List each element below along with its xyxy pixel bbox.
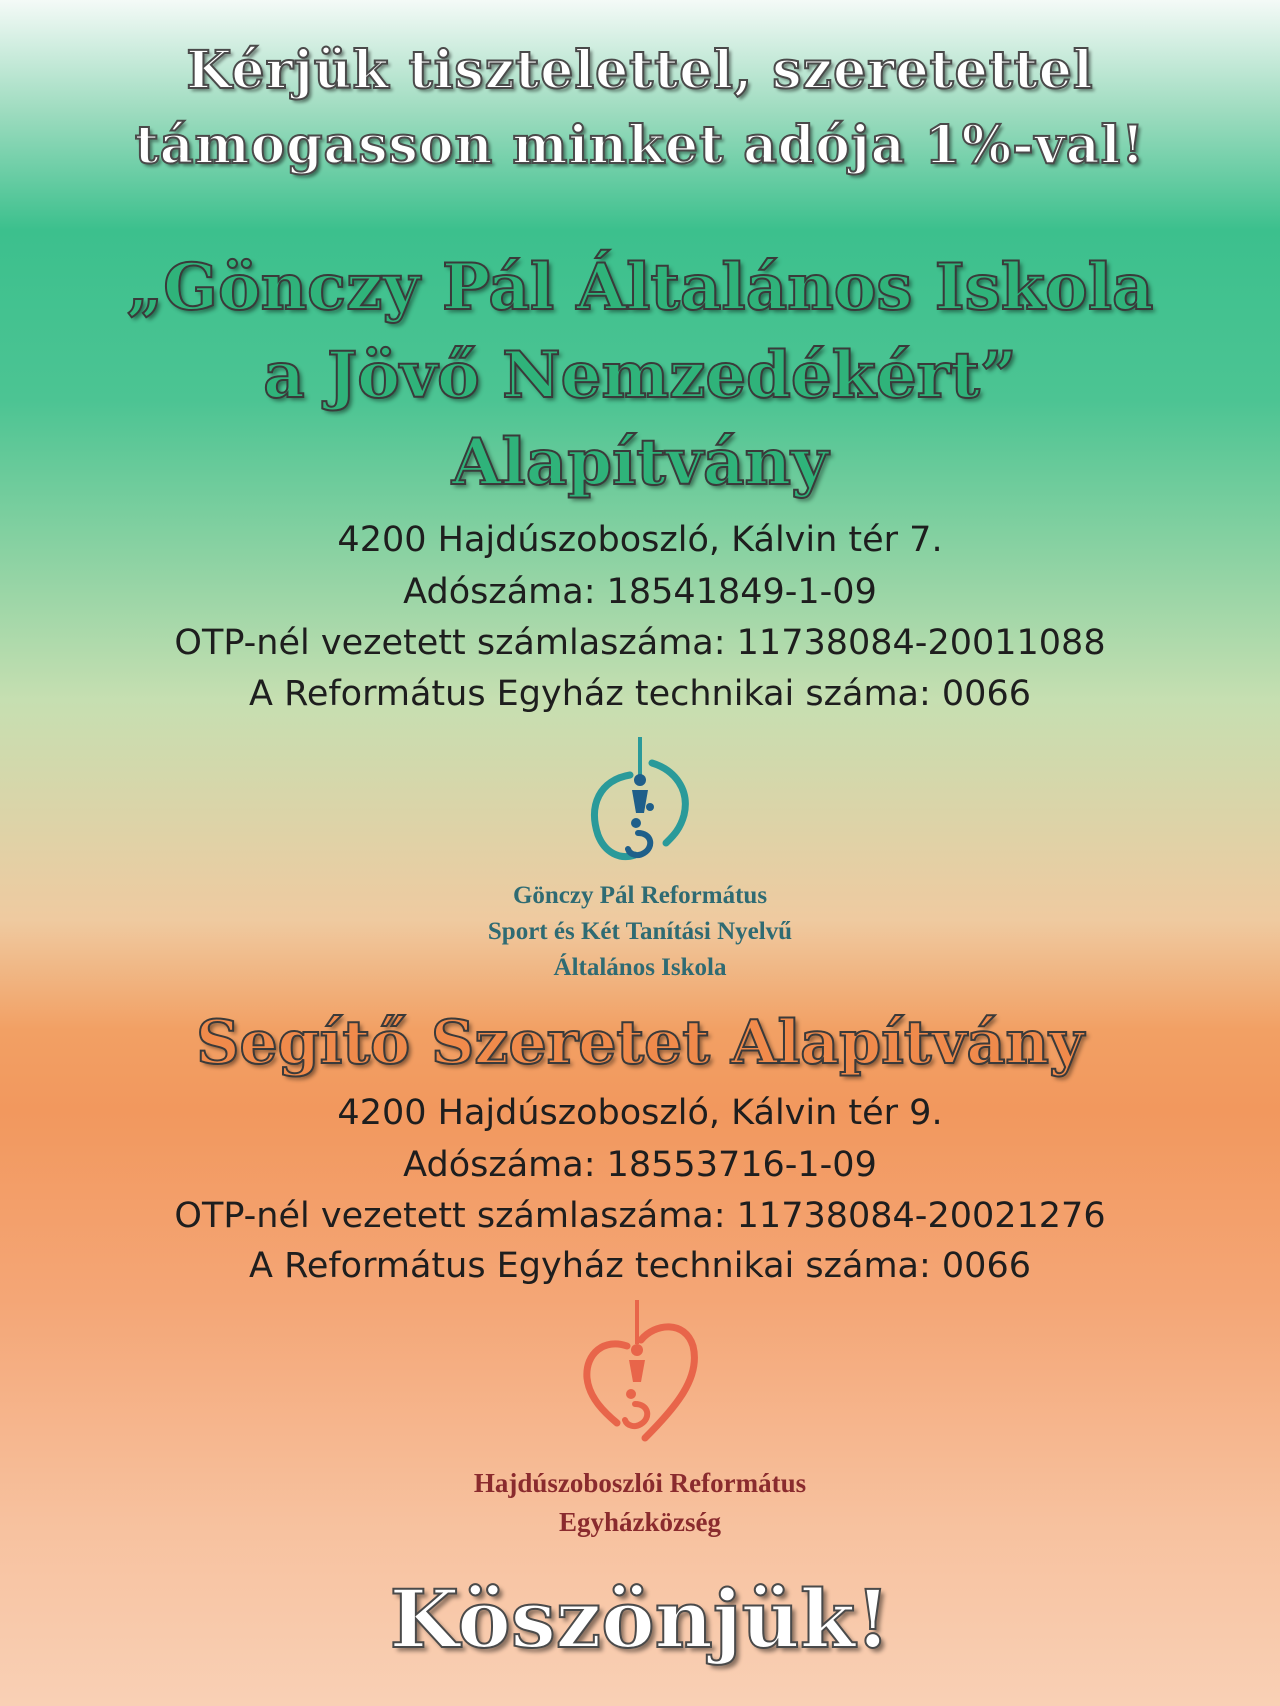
foundation1-title-line-1: „Gönczy Pál Általános Iskola bbox=[126, 250, 1154, 325]
foundation1-account: OTP-nél vezetett számlaszáma: 11738084-20011088 bbox=[174, 623, 1106, 663]
foundation1-title-line-2: a Jövő Nemzedékért” bbox=[263, 338, 1017, 413]
school-logo-line-1: Gönczy Pál Református bbox=[512, 882, 768, 909]
foundation2-account: OTP-nél vezetett számlaszáma: 11738084-20021276 bbox=[174, 1196, 1106, 1236]
church-logo-line-1: Hajdúszoboszlói Református bbox=[473, 1468, 807, 1498]
foundation1-title-line-3: Alapítvány bbox=[451, 425, 829, 500]
church-heart-emblem-icon bbox=[575, 1298, 705, 1463]
foundation1-address: 4200 Hajdúszoboszló, Kálvin tér 7. bbox=[337, 520, 943, 560]
foundation2-tax-number: Adószáma: 18553716-1-09 bbox=[403, 1145, 877, 1185]
church-logo-line-2: Egyházközség bbox=[559, 1507, 721, 1537]
foundation2-title: Segítő Szeretet Alapítvány bbox=[196, 1008, 1084, 1078]
appeal-line-2: támogasson minket adója 1%-val! bbox=[134, 115, 1146, 176]
school-logo-line-2: Sport és Két Tanítási Nyelvű bbox=[487, 918, 793, 945]
school-logo-line-3: Általános Iskola bbox=[553, 954, 727, 981]
appeal-line-1: Kérjük tisztelettel, szeretettel bbox=[186, 40, 1094, 101]
foundation1-tax-number: Adószáma: 18541849-1-09 bbox=[403, 572, 877, 612]
school-emblem-icon bbox=[580, 735, 700, 885]
foundation2-address: 4200 Hajdúszoboszló, Kálvin tér 9. bbox=[337, 1093, 943, 1133]
closing-thanks: Köszönjük! bbox=[389, 1572, 891, 1666]
foundation2-technical-number: A Református Egyház technikai száma: 0066 bbox=[249, 1246, 1031, 1286]
foundation1-technical-number: A Református Egyház technikai száma: 0066 bbox=[249, 674, 1031, 714]
